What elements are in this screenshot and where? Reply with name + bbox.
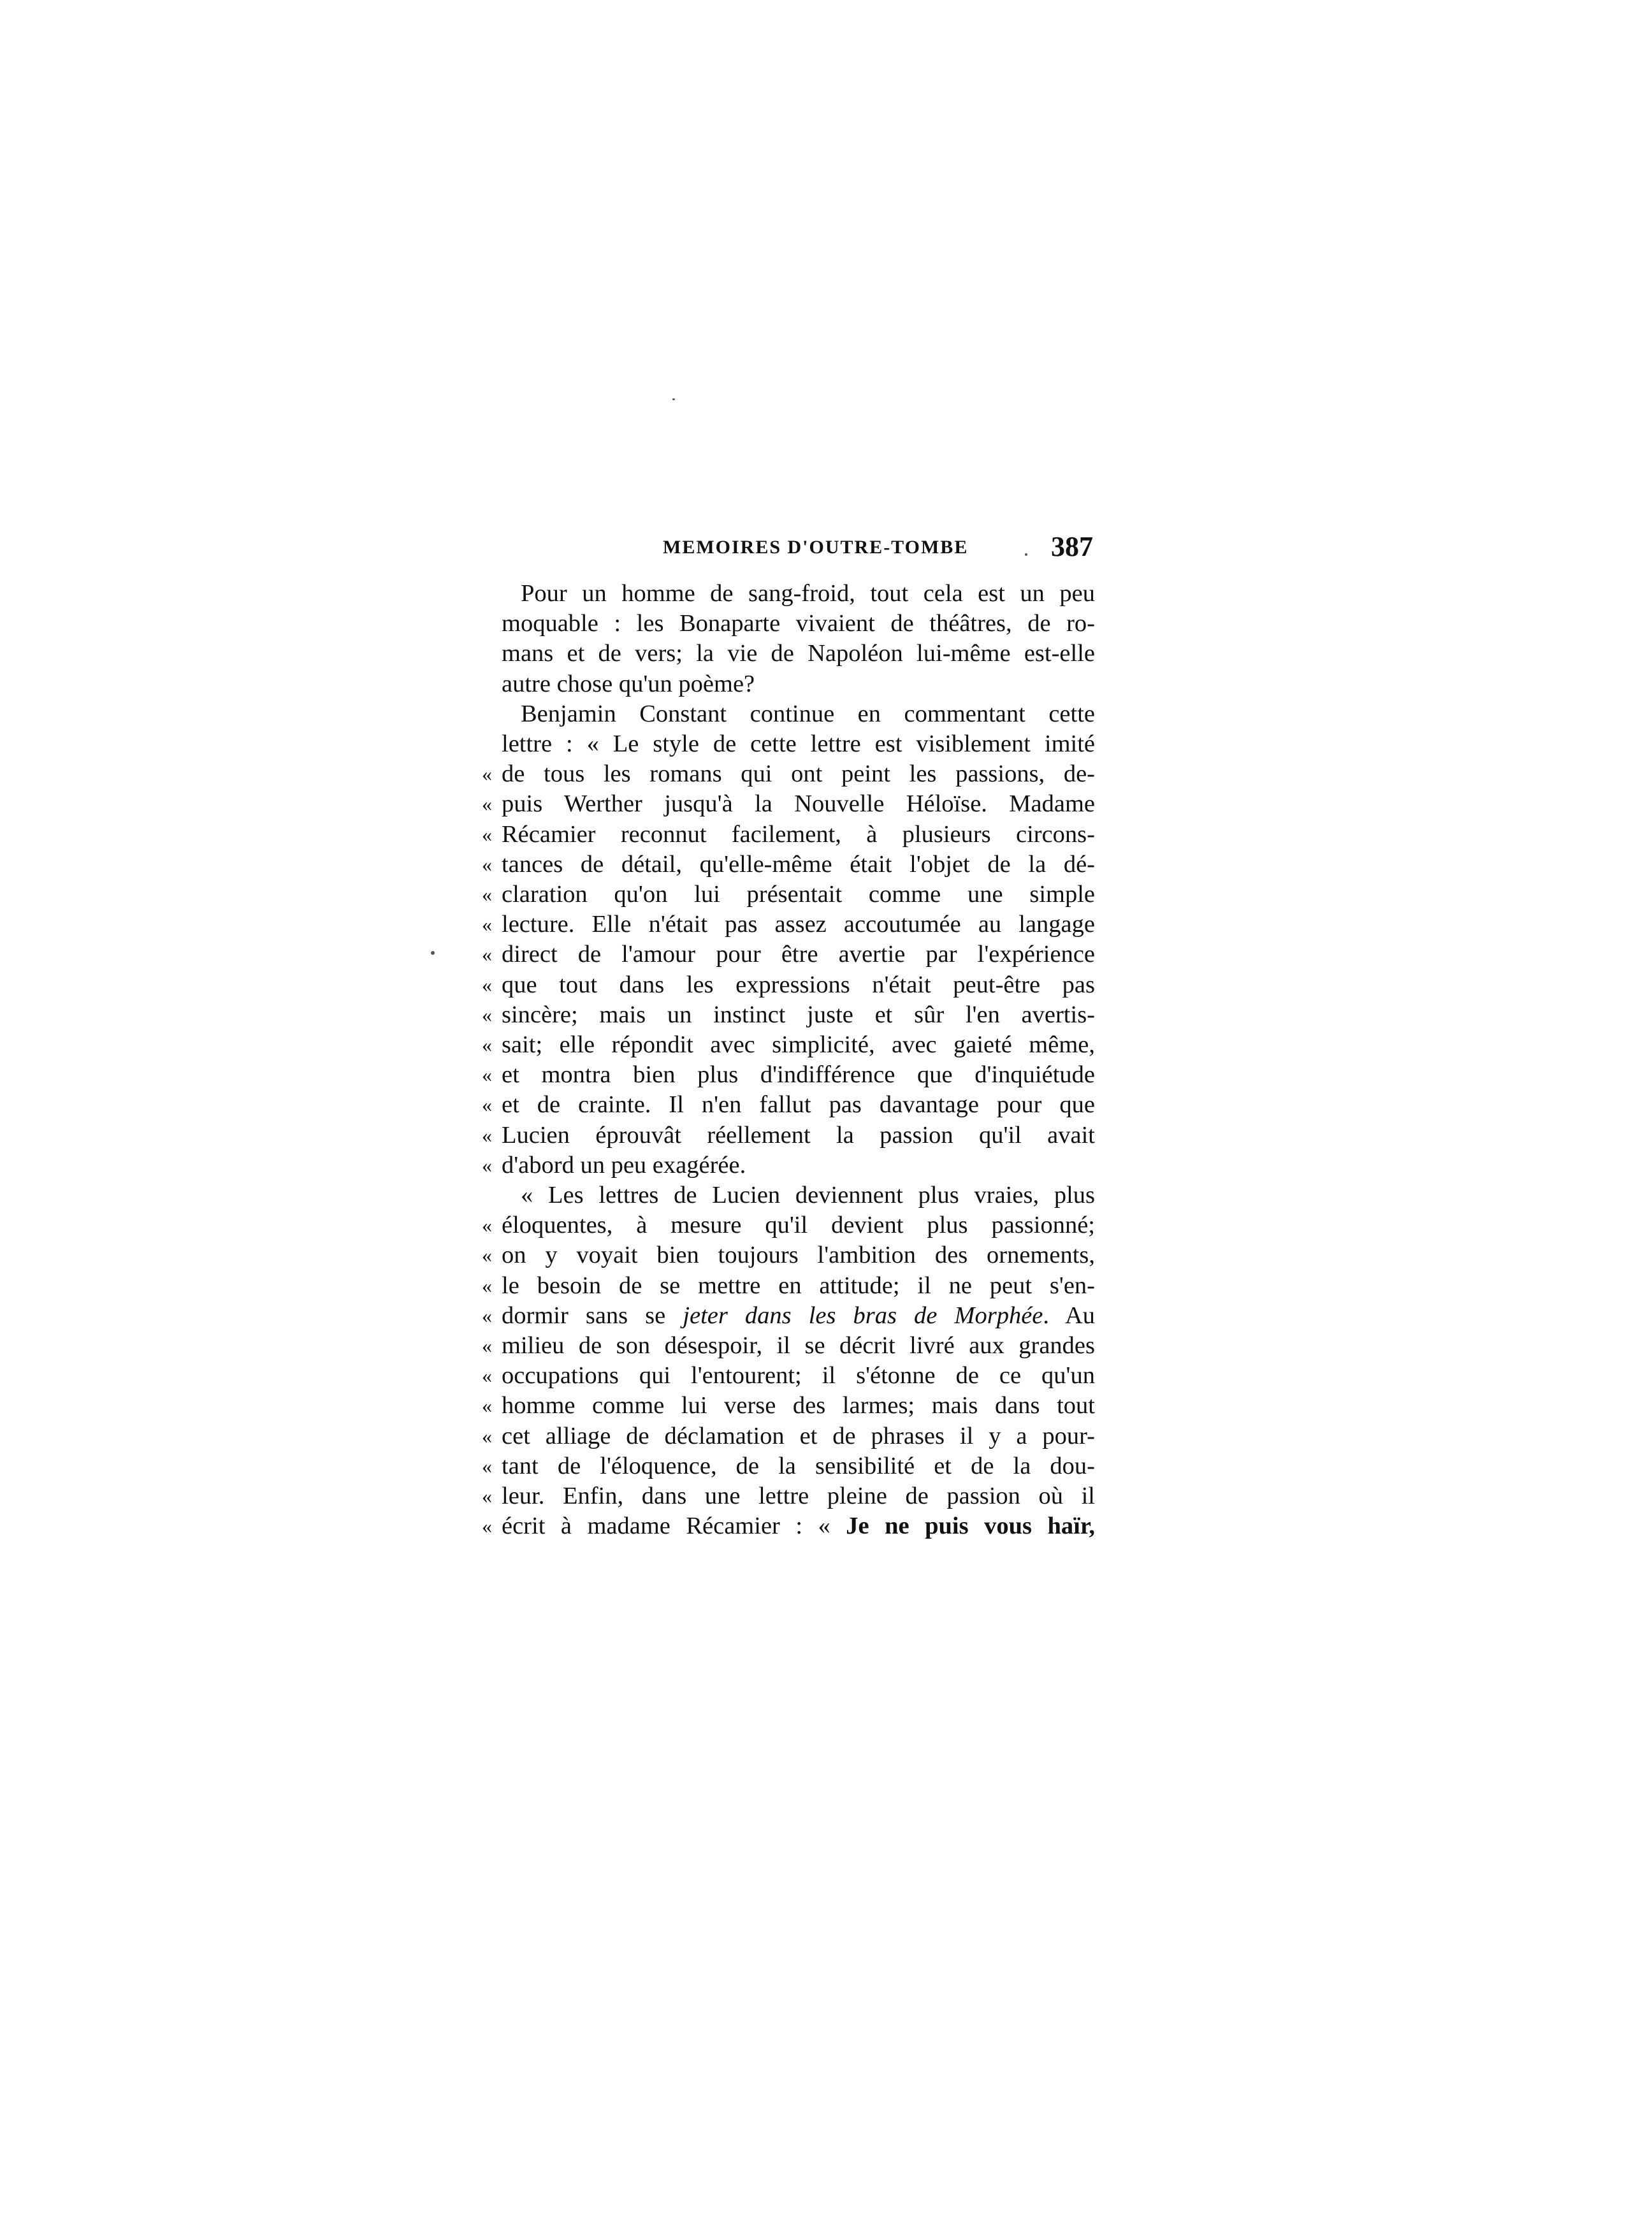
line-segment: Récamier reconnut facilement, à plusieurs circons-: [502, 820, 1095, 848]
line-text: [502, 1240, 1095, 1270]
line-segment: que tout dans les expressions n'était peut-être pas: [502, 971, 1095, 998]
margin-quote-mark: «: [482, 1003, 492, 1026]
page-number: 387: [1051, 531, 1093, 562]
margin-quote-mark: «: [482, 1214, 492, 1237]
line-text: [502, 1361, 1095, 1390]
margin-quote-mark: «: [482, 1153, 492, 1177]
line-segment: Benjamin Constant continue en commentant cette: [521, 700, 1095, 727]
line-segment: Pour un homme de sang-froid, tout cela est un peu: [521, 580, 1095, 607]
line-segment: milieu de son désespoir, il se décrit livré aux grandes: [502, 1332, 1095, 1359]
line-text: [502, 1000, 1095, 1029]
text-line: [0, 820, 1652, 849]
text-line: [0, 1000, 1652, 1029]
line-segment: sincère; mais un instinct juste et sûr l'en avertis-: [502, 1001, 1095, 1028]
text-line: [0, 1301, 1652, 1330]
line-segment: lecture. Elle n'était pas assez accoutumée au langage: [502, 911, 1095, 938]
line-text: [502, 1421, 1095, 1451]
margin-quote-mark: «: [482, 913, 492, 936]
line-segment: de tous les romans qui ont peint les passions, de-: [502, 760, 1095, 788]
line-text: [502, 820, 1095, 849]
margin-quote-mark: «: [482, 1514, 492, 1538]
line-segment: mans et de vers; la vie de Napoléon lui-même est-elle: [502, 640, 1095, 667]
line-segment: autre chose qu'un poème?: [502, 670, 755, 697]
line-text: [502, 729, 1095, 759]
line-segment: et de crainte. Il n'en fallut pas davantage pour que: [502, 1091, 1095, 1119]
margin-quote-mark: «: [482, 1334, 492, 1357]
text-line: [0, 699, 1652, 729]
line-text: [521, 1180, 1095, 1210]
text-line: [0, 1361, 1652, 1390]
line-text: [502, 910, 1095, 939]
margin-quote-mark: «: [482, 1274, 492, 1297]
running-title: MEMOIRES D'OUTRE-TOMBE: [663, 537, 969, 558]
margin-quote-mark: «: [482, 883, 492, 906]
margin-quote-mark: «: [482, 762, 492, 786]
text-line: [0, 789, 1652, 818]
text-line: [0, 1511, 1652, 1541]
line-text: [502, 1121, 1095, 1150]
line-text: [502, 1030, 1095, 1059]
line-text: [502, 1151, 746, 1180]
text-line: [0, 1481, 1652, 1511]
margin-quote-mark: «: [482, 1364, 492, 1388]
margin-quote-mark: «: [482, 1303, 492, 1327]
running-header: [663, 530, 1093, 562]
line-text: [502, 789, 1095, 818]
line-text: [502, 1391, 1095, 1420]
margin-quote-mark: «: [482, 1454, 492, 1477]
text-line: [0, 1451, 1652, 1481]
text-line: [0, 1210, 1652, 1240]
text-line: [0, 1421, 1652, 1451]
line-text: [502, 1451, 1095, 1481]
line-segment: . Au: [1043, 1302, 1095, 1329]
line-segment: tant de l'éloquence, de la sensibilité et de la dou-: [502, 1452, 1095, 1479]
line-text: [502, 940, 1095, 969]
line-segment: tances de détail, qu'elle-même était l'objet de la dé-: [502, 850, 1095, 878]
line-segment: et montra bien plus d'indifférence que d'inquiétude: [502, 1061, 1095, 1089]
text-line: [0, 1391, 1652, 1420]
margin-quote-mark: «: [482, 1123, 492, 1147]
line-text: [502, 1331, 1095, 1360]
line-segment: occupations qui l'entourent; il s'étonne de ce qu'un: [502, 1362, 1095, 1390]
line-segment: homme comme lui verse des larmes; mais dans tout: [502, 1392, 1095, 1419]
line-text: [502, 759, 1095, 788]
text-line: [0, 669, 1652, 699]
line-text: [502, 609, 1095, 638]
text-line: [0, 1240, 1652, 1270]
text-line: [0, 970, 1652, 999]
text-line: [0, 850, 1652, 879]
line-segment: écrit à madame Récamier : «: [502, 1513, 846, 1540]
margin-quote-mark: «: [482, 1394, 492, 1418]
margin-quote-mark: «: [482, 792, 492, 816]
text-line: [0, 910, 1652, 939]
line-segment: « Les lettres de Lucien deviennent plus vraies, plus: [521, 1182, 1095, 1209]
margin-quote-mark: «: [482, 943, 492, 966]
text-line: [0, 1030, 1652, 1059]
line-text: [502, 1481, 1095, 1511]
margin-quote-mark: «: [482, 1244, 492, 1267]
text-line: [0, 1060, 1652, 1089]
line-segment: cet alliage de déclamation et de phrases il y a pour-: [502, 1422, 1095, 1449]
line-segment: le besoin de se mettre en attitude; il ne peut s'en-: [502, 1272, 1095, 1299]
line-segment: puis Werther jusqu'à la Nouvelle Héloïse. Madame: [502, 790, 1095, 818]
line-text: [502, 850, 1095, 879]
line-segment: d'abord un peu exagérée.: [502, 1151, 746, 1179]
margin-quote-mark: «: [482, 1485, 492, 1507]
line-text: [502, 1210, 1095, 1240]
line-text: [502, 639, 1095, 668]
line-text: [521, 699, 1095, 729]
text-line: [0, 609, 1652, 638]
text-line: [0, 1180, 1652, 1210]
line-text: [502, 1511, 1095, 1541]
margin-quote-mark: «: [482, 822, 492, 846]
text-line: [0, 639, 1652, 668]
text-line: [0, 1151, 1652, 1180]
text-line: [0, 880, 1652, 909]
line-segment: Lucien éprouvât réellement la passion qu'il avait: [502, 1121, 1095, 1149]
margin-quote-mark: «: [482, 1093, 492, 1117]
text-line: [0, 1331, 1652, 1360]
line-text: [502, 1090, 1095, 1119]
margin-quote-mark: «: [482, 973, 492, 996]
paper-speck: [672, 398, 675, 400]
line-segment: leur. Enfin, dans une lettre pleine de passion où il: [502, 1483, 1095, 1509]
line-segment: éloquentes, à mesure qu'il devient plus passionné;: [502, 1212, 1095, 1239]
text-line: [0, 1271, 1652, 1300]
line-segment: sait; elle répondit avec simplicité, avec gaieté même,: [502, 1031, 1095, 1058]
margin-quote-mark: «: [482, 852, 492, 876]
line-text: [502, 1271, 1095, 1300]
text-line: [0, 759, 1652, 788]
line-segment: lettre : « Le style de cette lettre est visiblement imité: [502, 730, 1095, 757]
text-line: [0, 940, 1652, 969]
margin-quote-mark: «: [482, 1424, 492, 1448]
text-line: [0, 729, 1652, 759]
text-line: [0, 1121, 1652, 1150]
line-text: [502, 970, 1095, 999]
text-line: [0, 1090, 1652, 1119]
line-text: [502, 669, 755, 699]
text-line: [0, 579, 1652, 608]
line-segment: direct de l'amour pour être avertie par l'expérience: [502, 941, 1095, 968]
line-text: [521, 579, 1095, 608]
margin-quote-mark: «: [482, 1033, 492, 1056]
line-segment: on y voyait bien toujours l'ambition des ornements,: [502, 1242, 1095, 1269]
italic-segment: jeter dans les bras de Morphée: [683, 1302, 1043, 1329]
margin-quote-mark: «: [482, 1063, 492, 1087]
line-text: [502, 1301, 1095, 1330]
bold-segment: Je ne puis vous haïr,: [846, 1513, 1095, 1540]
line-segment: dormir sans se: [502, 1302, 683, 1329]
line-segment: moquable : les Bonaparte vivaient de théâtres, de ro-: [502, 610, 1095, 637]
line-text: [502, 1060, 1095, 1089]
line-segment: claration qu'on lui présentait comme une simple: [502, 881, 1095, 908]
line-text: [502, 880, 1095, 909]
